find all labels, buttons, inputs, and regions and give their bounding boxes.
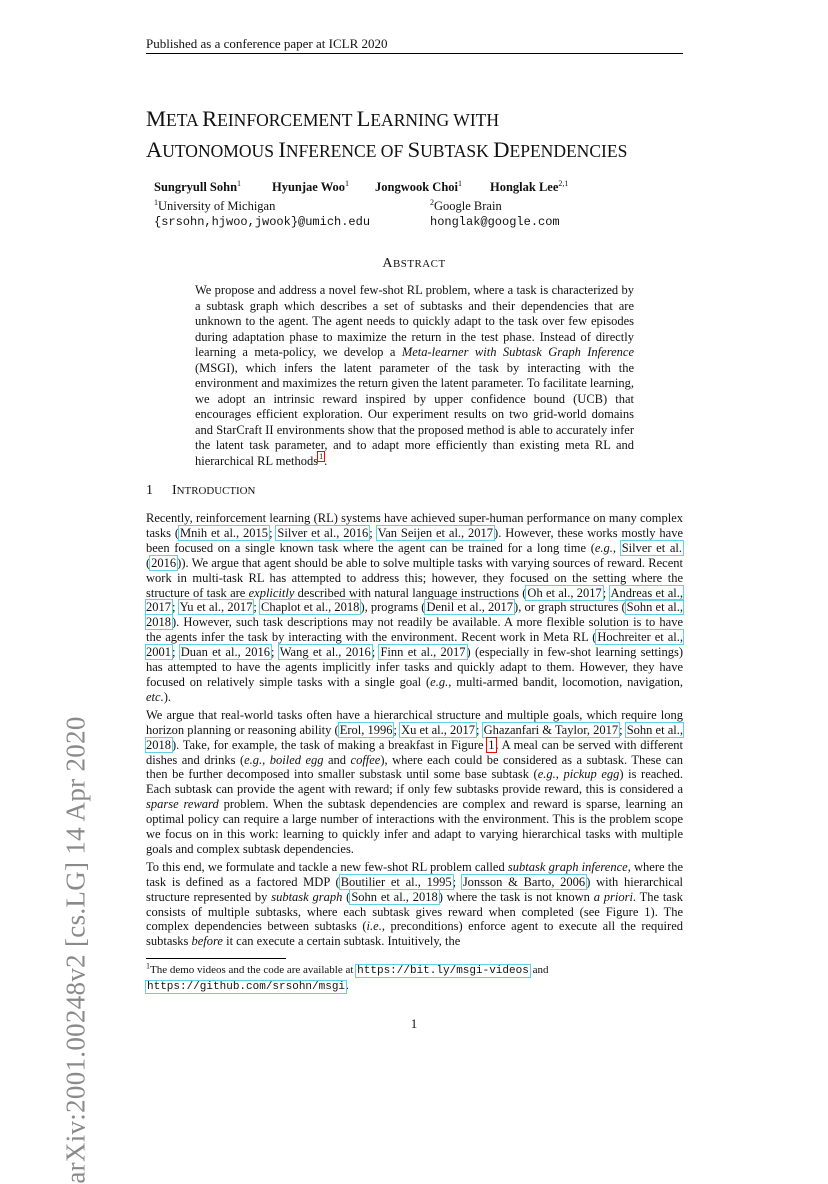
intro-paragraph-1: Recently, reinforcement learning (RL) systems have achieved super-human performance on many complex tasks (Mnih et al., 2015; Silver et al., 2016; Van Seijen et al., 2017). However, these works mostly have been focused on a single known task where the agent can be trained for a long time (e.g., Silver et al. (2016)). We argue that agent should be able to solve multiple tasks with varying sources of reward. Recent work in multi-task RL has attempted to address this; however, they focused on the setting where the structure of task are explicitly described with natural language instructions (Oh et al., 2017; Andreas et al., 2017; Yu et al., 2017; Chaplot et al., 2018), programs (Denil et al., 2017), or graph structures (Sohn et al., 2018). However, such task descriptions may not readily be available. A more flexible solution is to have the agents infer the task by interacting with the environment. Recent work in Meta RL (Hochreiter et al., 2001; Duan et al., 2016; Wang et al., 2016; Finn et al., 2017) (especially in few-shot learning settings) has attempted to have the agents implicitly infer tasks and quickly adapt to them. However, they have focused on relatively simple tasks with a single goal (e.g., multi-armed bandit, locomotion, navigation, etc.). [146, 511, 684, 704]
citation-link[interactable]: Boutilier et al., 1995 [340, 874, 452, 889]
citation-link[interactable]: Mnih et al., 2015 [180, 525, 269, 540]
paper-title [146, 104, 706, 166]
intro-paragraph-2: We argue that real-world tasks often have a hierarchical structure and multiple goals, which require long horizon planning or reasoning ability (Erol, 1996; Xu et al., 2017; Ghazanfari & Taylor, 2017; Sohn et al., 2018). Take, for example, the task of making a breakfast in Figure 1. A meal can be served with different dishes and drinks (e.g., boiled egg and coffee), where each could be considered as a subtask. These can then be further decomposed into smaller substask until some base subtask (e.g., pickup egg) is reached. Each subtask can provide the agent with reward; if only few subtasks provide reward, this is considered a sparse reward problem. When the subtask dependencies are complex and reward is sparse, learning an optimal policy can require a large number of interactions with the environment. This is the problem scope we focus on in this work: learning to quickly infer and adapt to varying hierarchical tasks with multiple goals and complex subtask dependencies. [146, 707, 684, 856]
citation-link[interactable]: Silver et al. [621, 540, 682, 555]
header-rule [146, 53, 683, 54]
affiliation-google: $^2$Google Brain [430, 197, 502, 213]
footnote: $^1$The demo videos and the code are available at https://bit.ly/msgi-videos and https://github.com/srsohn/msgi. [146, 961, 549, 993]
author-3: Jongwook Choi$^1$ [375, 178, 463, 194]
citation-link[interactable]: Van Seijen et al., 2017 [377, 525, 494, 540]
citation-link[interactable]: Sohn et al., 2018 [146, 600, 684, 630]
author-4: Honglak Lee$^{2,1}$ [490, 178, 569, 194]
citation-link[interactable]: Xu et al., 2017 [401, 722, 476, 737]
footnote-rule [146, 958, 286, 959]
email-umich: {srsohn,hjwoo,jwook}@umich.edu [154, 215, 371, 229]
demo-videos-link[interactable]: https://bit.ly/msgi-videos [357, 965, 529, 977]
abstract-body: We propose and address a novel few-shot RL problem, where a task is characterized by a subtask graph which describes a set of subtasks and their dependencies that are unknown to the agent. The agent needs to quickly adapt to the task over few episodes during adaptation phase to maximize the return in the test phase. Instead of directly learning a meta-policy, we develop a Meta-learner with Subtask Graph Inference (MSGI), which infers the latent parameter of the task by interacting with the environment and maximizes the return given the latent parameter. To facilitate learning, we adopt an intrinsic reward inspired by upper confidence bound (UCB) that encourages efficient exploration. Our experiment results on two grid-world domains and StarCraft II environments show that the proposed method is able to accurately infer the latent task parameter, and to adapt more efficiently than existing meta RL and hierarchical RL methods$^1$. [195, 283, 634, 468]
author-2: Hyunjae Woo$^1$ [272, 178, 350, 194]
citation-link[interactable]: Sohn et al., 2018 [351, 889, 438, 904]
author-1: Sungryull Sohn$^1$ [154, 178, 242, 194]
citation-link[interactable]: Denil et al., 2017 [426, 600, 514, 615]
citation-link[interactable]: Hochreiter et al., 2001 [146, 630, 683, 660]
citation-link[interactable]: Wang et al., 2016 [279, 645, 371, 660]
citation-link[interactable]: Erol, 1996 [339, 722, 393, 737]
citation-link[interactable]: Finn et al., 2017 [380, 645, 466, 660]
title-line-1: META REINFORCEMENT LEARNING WITH [146, 106, 500, 131]
title-line-2: AUTONOMOUS INFERENCE OF SUBTASK DEPENDENCIES [146, 137, 628, 162]
citation-link[interactable]: Andreas et al., 2017 [146, 585, 683, 615]
abstract-heading: ABSTRACT [382, 256, 446, 271]
citation-link[interactable]: 2016 [151, 555, 177, 570]
intro-paragraph-3: To this end, we formulate and tackle a new few-shot RL problem called subtask graph inference, where the task is defined as a factored MDP (Boutilier et al., 1995; Jonsson & Barto, 2006) with hierarchical structure represented by subtask graph (Sohn et al., 2018) where the task is not known a priori. The task consists of multiple subtasks, where each subtask gives reward when completed (see Figure 1). The complex dependencies between subtasks (i.e., preconditions) enforce agent to execute all the required subtasks before it can execute a certain subtask. Intuitively, the [146, 859, 684, 949]
section-heading-introduction: 1 INTRODUCTION [146, 483, 256, 498]
citation-link[interactable]: Chaplot et al., 2018 [261, 600, 360, 615]
citation-link[interactable]: Sohn et al., 2018 [146, 722, 683, 752]
citation-link[interactable]: Oh et al., 2017 [527, 585, 602, 600]
footnote-link[interactable]: 1 [319, 452, 324, 462]
arxiv-identifier: arXiv:2001.00248v2 [cs.LG] 14 Apr 2020 [60, 716, 91, 1184]
citation-link[interactable]: Duan et al., 2016 [180, 645, 270, 660]
citation-link[interactable]: Ghazanfari & Taylor, 2017 [483, 722, 619, 737]
affiliation-umich: $^1$University of Michigan [154, 197, 276, 213]
page-number: 1 [410, 1016, 418, 1031]
email-google: honglak@google.com [430, 215, 560, 229]
citation-link[interactable]: Yu et al., 2017 [179, 600, 253, 615]
running-header: Published as a conference paper at ICLR 2020 [146, 36, 388, 51]
citation-link[interactable]: Silver et al., 2016 [277, 525, 369, 540]
figure-link[interactable]: 1 [488, 737, 495, 752]
citation-link[interactable]: Jonsson & Barto, 2006 [462, 874, 586, 889]
intro-body [146, 511, 683, 952]
code-repo-link[interactable]: https://github.com/srsohn/msgi [147, 981, 346, 993]
